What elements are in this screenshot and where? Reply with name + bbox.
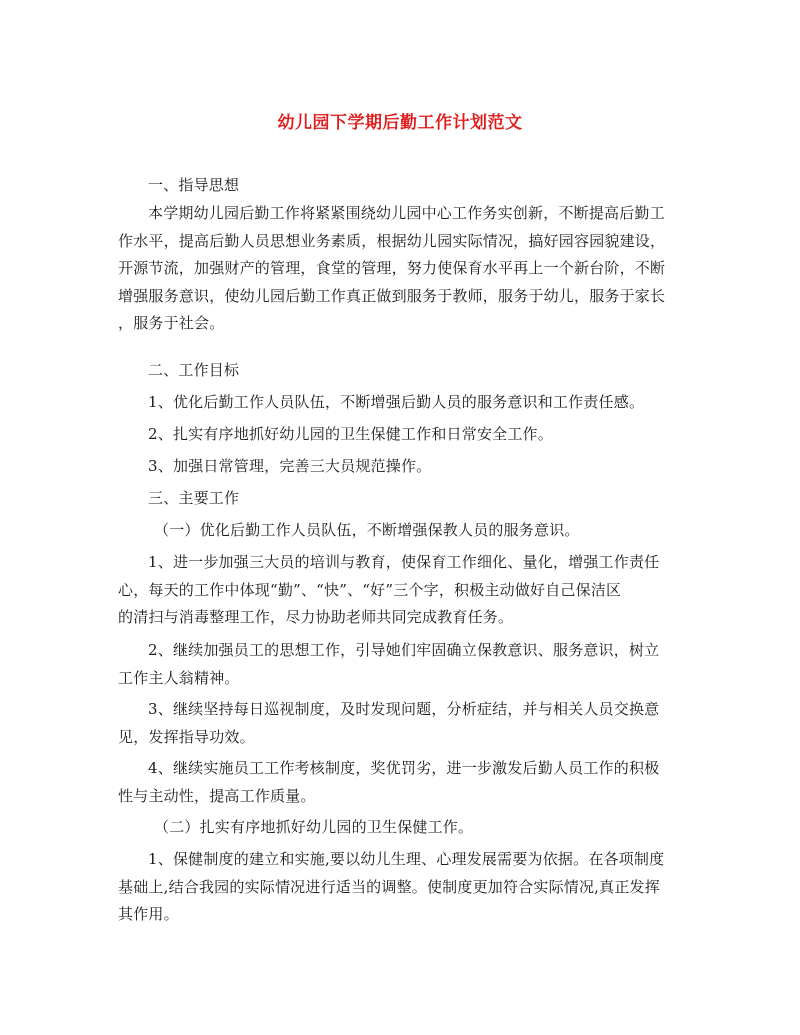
section-2-item-2 bbox=[118, 421, 684, 449]
section-2-item-1 bbox=[118, 389, 684, 417]
paragraph-line: 基础上,结合我园的实际情况进行适当的调整。使制度更加符合实际情况,真正发挥 bbox=[118, 877, 660, 896]
paragraph-line: 2、继续加强员工的思想工作，引导她们牢固确立保教意识、服务意识，树立 bbox=[148, 641, 660, 659]
paragraph-line: 性与主动性，提高工作质量。 bbox=[118, 786, 316, 805]
sub1-item-2 bbox=[118, 637, 684, 692]
paragraph-line: 3、继续坚持每日巡视制度，及时发现问题，分析症结，并与相关人员交换意 bbox=[148, 700, 660, 718]
section-1-body bbox=[118, 200, 684, 338]
section-heading-3 bbox=[118, 485, 684, 513]
paragraph-line: 作水平，提高后勤人员思想业务素质，根据幼儿园实际情况，搞好园容园貌建设， bbox=[118, 231, 666, 250]
paragraph-line: ，服务于社会。 bbox=[118, 314, 225, 332]
section-heading-1 bbox=[118, 172, 684, 200]
paragraph-line: 工作主人翁精神。 bbox=[118, 668, 240, 687]
paragraph-line: 见，发挥指导功效。 bbox=[118, 727, 255, 746]
heading-text: 三、主要工作 bbox=[148, 489, 240, 507]
subheading-text: （一）优化后勤工作人员队伍，不断增强保教人员的服务意识。 bbox=[154, 521, 580, 539]
sub1-item-1 bbox=[118, 549, 684, 632]
list-item: 3、加强日常管理，完善三大员规范操作。 bbox=[148, 457, 432, 475]
section-2-item-3 bbox=[118, 453, 684, 481]
subsection-heading-1 bbox=[118, 517, 684, 545]
paragraph-line: 4、继续实施员工工作考核制度，奖优罚劣，进一步激发后勤人员工作的积极 bbox=[148, 759, 660, 777]
subheading-text: （二）扎实有序地抓好幼儿园的卫生保健工作。 bbox=[154, 818, 474, 836]
paragraph-line: 心，每天的工作中体现“勤”、“快”、“好”三个字，积极主动做好自己保洁区 bbox=[118, 580, 622, 599]
paragraph-line: 其作用。 bbox=[118, 905, 179, 923]
section-heading-2 bbox=[118, 357, 684, 385]
sub1-item-4 bbox=[118, 755, 684, 810]
list-item: 1、优化后勤工作人员队伍，不断增强后勤人员的服务意识和工作责任感。 bbox=[148, 393, 645, 411]
paragraph-line: 的清扫与消毒整理工作，尽力协助老师共同完成教育任务。 bbox=[118, 608, 514, 626]
paragraph-line: 1、进一步加强三大员的培训与教育，使保育工作细化、量化，增强工作责任 bbox=[148, 553, 660, 571]
heading-text: 二、工作目标 bbox=[148, 361, 240, 379]
heading-text: 一、指导思想 bbox=[148, 176, 240, 194]
document-title: 幼儿园下学期后勤工作计划范文 bbox=[277, 113, 523, 133]
paragraph-line: 开源节流，加强财产的管理，食堂的管理，努力使保育水平再上一个新台阶，不断 bbox=[118, 259, 666, 277]
sub2-item-1 bbox=[118, 846, 684, 929]
paragraph-line: 增强服务意识，使幼儿园后勤工作真正做到服务于教师，服务于幼儿，服务于家长 bbox=[118, 286, 666, 305]
subsection-heading-2 bbox=[118, 814, 684, 842]
list-item: 2、扎实有序地抓好幼儿园的卫生保健工作和日常安全工作。 bbox=[148, 425, 553, 443]
paragraph-line: 本学期幼儿园后勤工作将紧紧围绕幼儿园中心工作务实创新，不断提高后勤工 bbox=[148, 204, 665, 222]
paragraph-line: 1、保健制度的建立和实施,要以幼儿生理、心理发展需要为依据。在各项制度 bbox=[148, 850, 665, 868]
sub1-item-3 bbox=[118, 696, 684, 751]
